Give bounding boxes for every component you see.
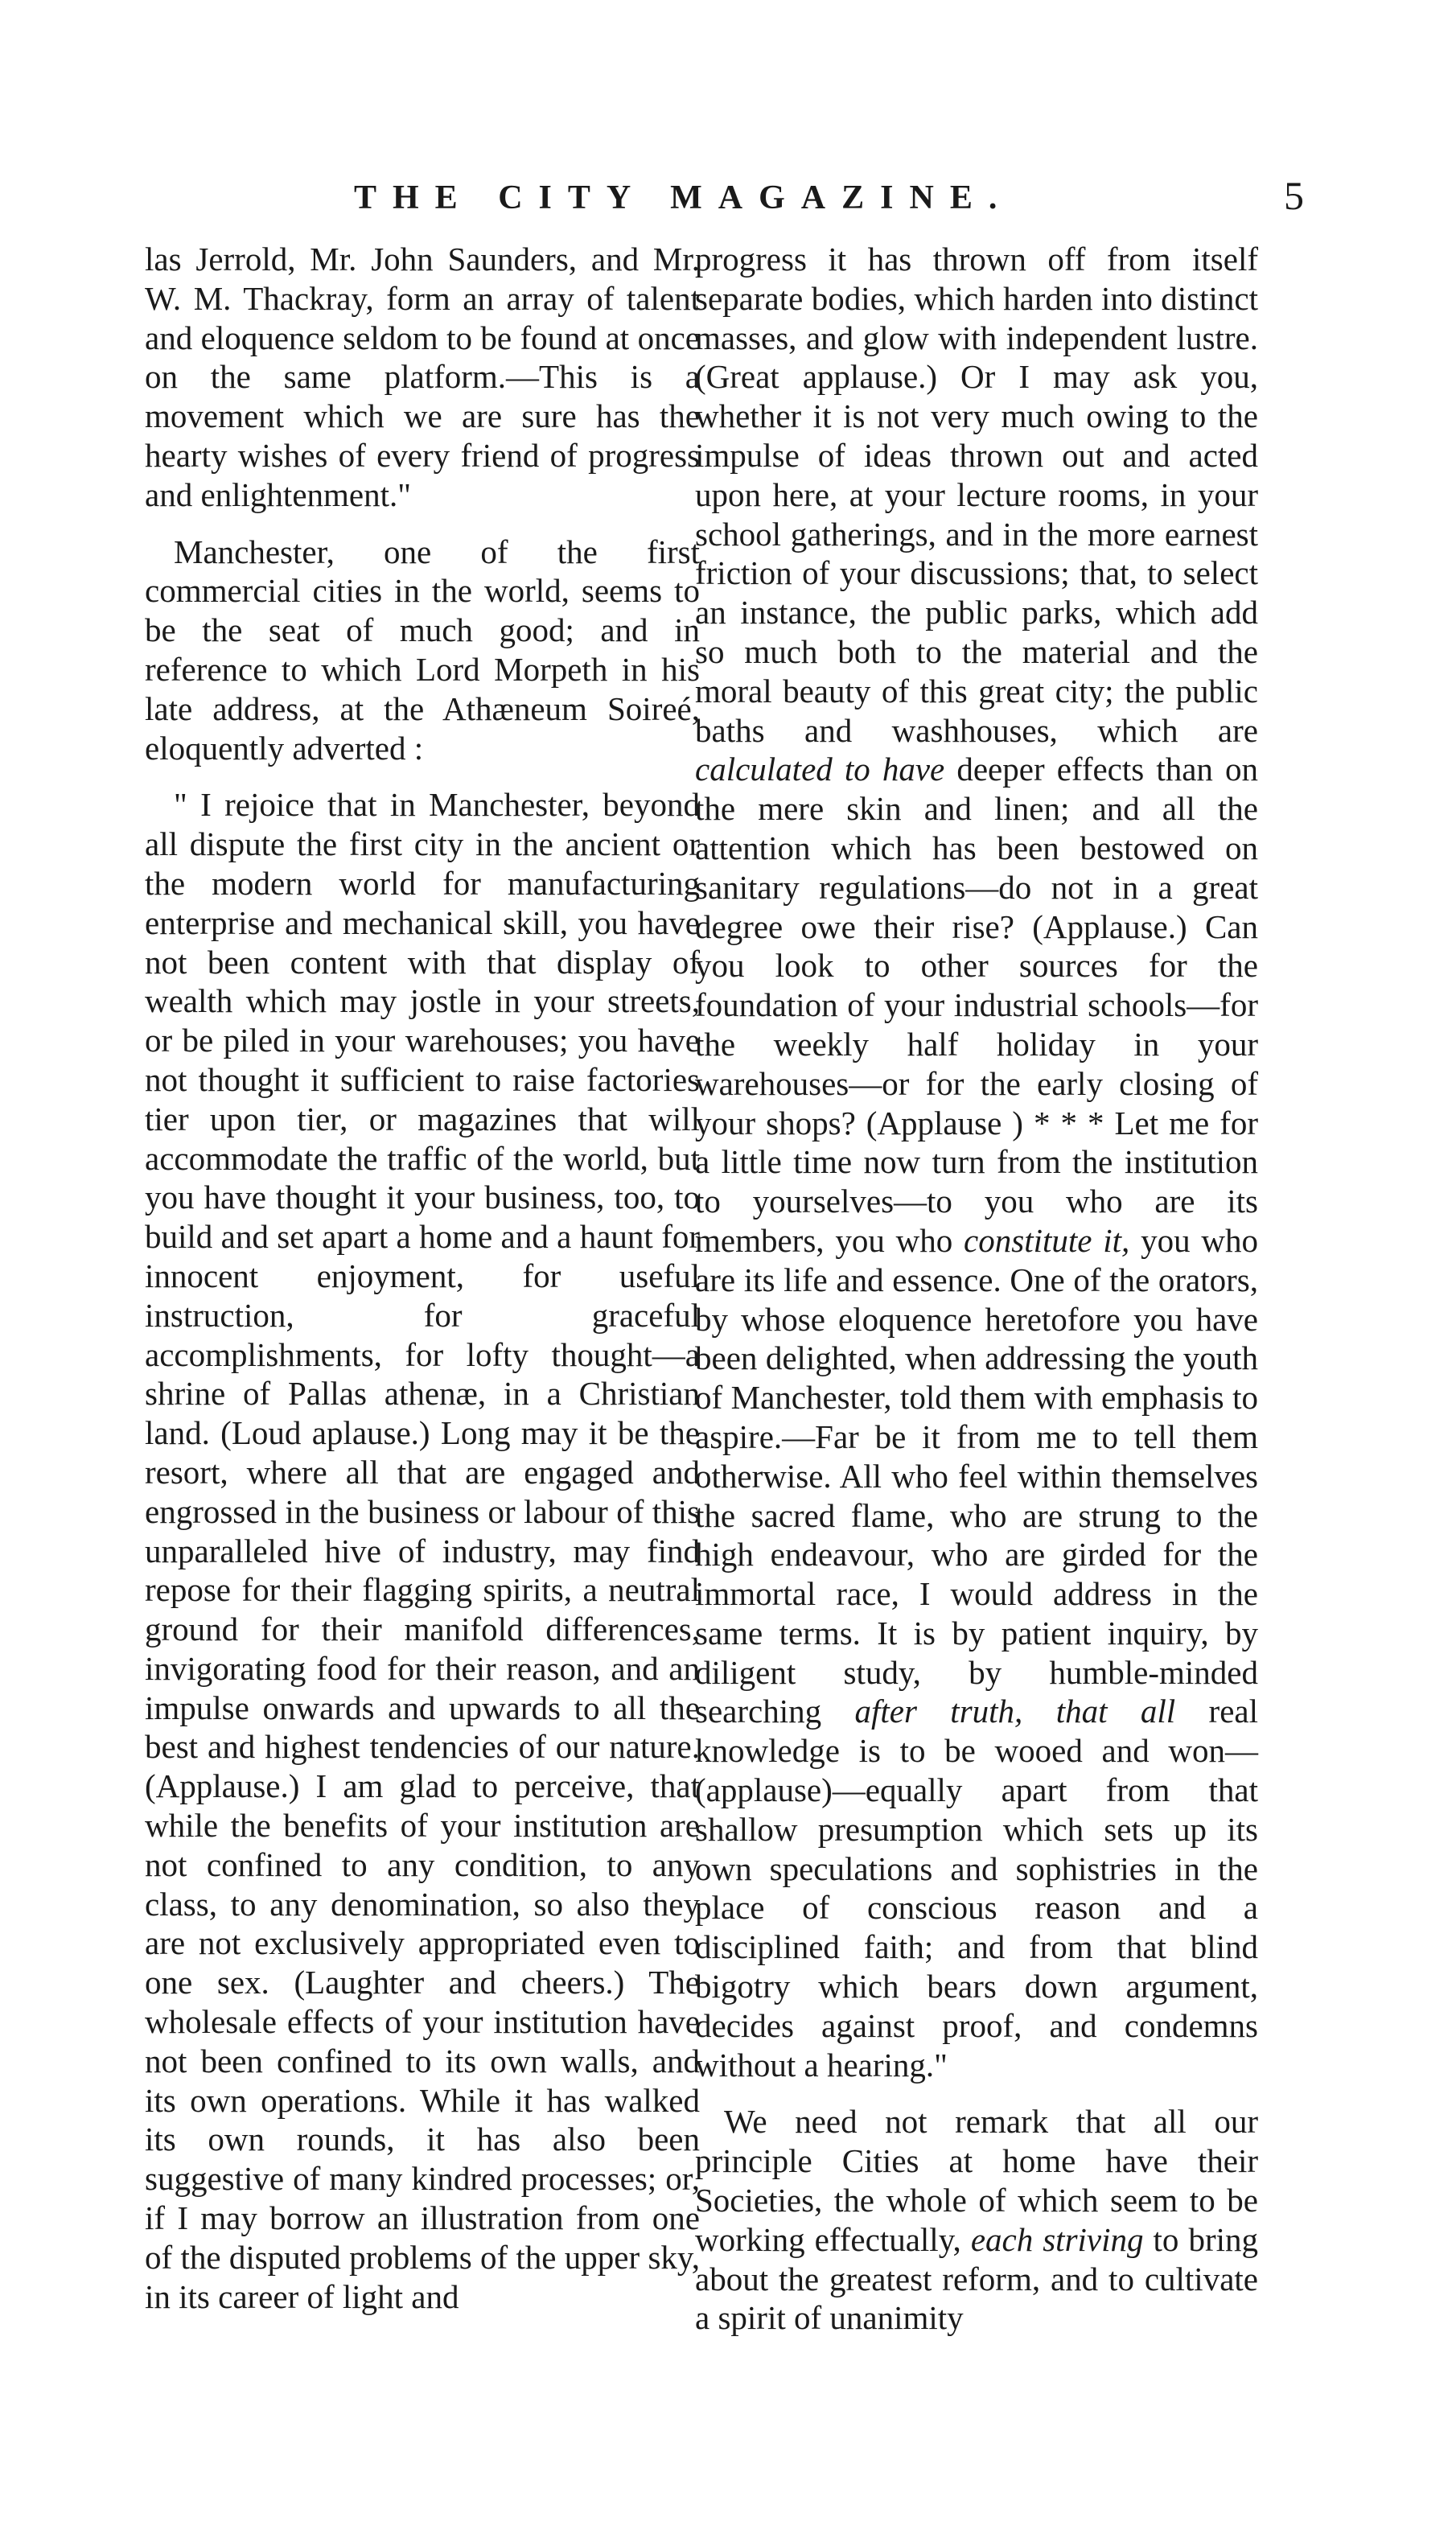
running-title: THE CITY MAGAZINE. bbox=[354, 179, 1014, 216]
paragraph bbox=[695, 2102, 1258, 2338]
text-run: you who are its life and essence. One of the orators, by whose eloquence heretofore you have been delighted, when addressing the youth of Manchester, told them with emphasis to aspire.—Far be it from me to tell them otherwise. All who feel within themselves the sacred flame, who are strung to the high endeavour, who are girded for the immortal race, I would address in the same terms. It is by patient inquiry, by diligent study, by humble-minded searching bbox=[695, 1221, 1258, 1730]
paragraph bbox=[695, 240, 1258, 2084]
text-run: real knowledge is to be wooed and won—(applause)—equally apart from that shallow presumption which sets up its own speculations and sophistries in the place of conscious reason and a disciplined faith; and from that blind bigotry which bears down argument, decides against proof, and condemns without a hearing." bbox=[695, 1693, 1258, 2084]
text-run: to bring about the greatest reform, and to cultivate a spirit of unanimity bbox=[695, 2220, 1258, 2337]
italic-run: constitute it, bbox=[964, 1221, 1130, 1259]
page-number: 5 bbox=[1284, 173, 1304, 218]
quoted-speech: " I rejoice that in Manchester, beyond all dispute the first city in the ancient or the modern world for manufacturing enterprise and mechanical skill, you have not been content with that display of wealth which may jostle in your streets, or be piled in your warehouses; you have not thought it sufficient to raise factories tier upon tier, or magazines that will accommodate the traffic of the world, but you have thought it your business, too, to build and set apart a home and a haunt for innocent enjoyment, for useful instruction, for graceful accomplishments, for lofty thought—a shrine of Pallas athenæ, in a Christian land. (Loud aplause.) Long may it be the resort, where all that are engaged and engrossed in the business or labour of this unparalleled hive of industry, may find repose for their flagging spirits, a neutral ground for their manifold differences, invigorating food for their reason, and an impulse onwards and upwards to all the best and highest tendencies of our nature. (Applause.) I am glad to perceive, that while the benefits of your institution are not confined to any condition, to any class, to any denomination, so also they are not exclusively appropriated even to one sex. (Laughter and cheers.) The wholesale effects of your institution have not been confined to its own walls, and its own operations. While it has walked its own rounds, it has also been suggestive of many kindred processes; or, if I may borrow an illustration from one of the disputed problems of the upper sky, in its career of light and bbox=[145, 786, 700, 2315]
paragraph: las Jerrold, Mr. John Saunders, and Mr. W. M. Thackray, form an array of talent and eloquence seldom to be found at once on the same platform.—This is a movement which we are sure has the hearty wishes of every friend of progress and enlightenment." bbox=[145, 241, 700, 513]
paragraph: Manchester, one of the first commercial cities in the world, seems to be the seat of much good; and in reference to which Lord Morpeth in his late address, at the Athæneum Soireé, eloquently adverted : bbox=[145, 533, 700, 767]
left-column bbox=[145, 240, 700, 2334]
italic-run: calculated to have bbox=[695, 751, 945, 788]
text-run: progress it has thrown off from itself separate bodies, which harden into distinct masses, and glow with independent lustre. (Great applause.) Or I may ask you, whether it is not very much owing to the impulse of ideas thrown out and acted upon here, at your lecture rooms, in your school gatherings, and in the more earnest friction of your discussions; that, to select an instance, the public parks, which add so much both to the material and the moral beauty of this great city; the public baths and washhouses, which are bbox=[695, 241, 1258, 749]
italic-run: after truth, that all bbox=[854, 1693, 1176, 1730]
italic-run: each striving bbox=[970, 2220, 1144, 2258]
text-run: deeper effects than on the mere skin and linen; and all the attention which has been bestowed on sanitary regulations—do not in a great degree owe their rise? (Applause.) Can you look to other sources for the foundation of your industrial schools—for the weekly half holiday in your warehouses—or for the early closing of your shops? (Applause ) * * * Let me for a little time now turn from the institution to yourselves—to you who are its members, you who bbox=[695, 751, 1259, 1259]
right-column bbox=[695, 240, 1258, 2355]
text-run: We need not remark that all our principle Cities at home have their Societies, the whole of which seem to be working effectually, bbox=[695, 2103, 1258, 2258]
